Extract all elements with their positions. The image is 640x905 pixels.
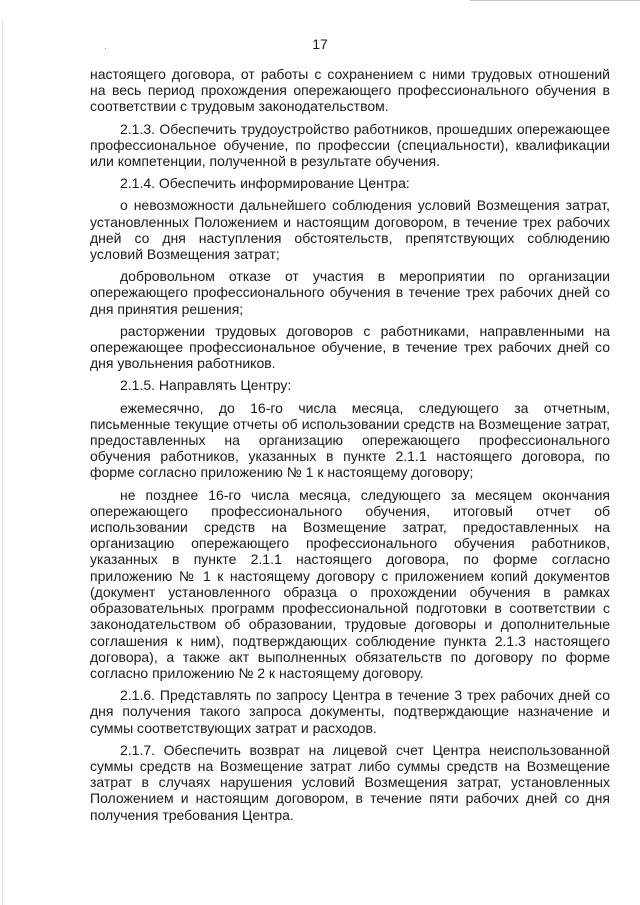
paragraph-2-1-5-item-final: не позднее 16-го числа месяца, следующего за месяцем окончания опережающего профессионального обучения, итоговый отчет об использовании средств на Возмещение затрат, предоставленных на организацию опережающего профессионального обучения работников, указанных в пункте 2.1.1 настоящего договора, по форме согласно приложению № 1 к настоящему договору с приложением копий документов (документ установленного образца о прохождении обучения в рамках образовательных программ профессиональной подготовки в соответствии с законодательством об образовании, трудовые договоры и дополнительные соглашения к ним), подтверждающих соблюдение пункта 2.1.3 настоящего договора), а также акт выполненных обязательств по договору по форме согласно приложению № 2 к настоящему договору. <box>90 486 610 681</box>
paragraph-2-1-5-item-monthly: ежемесячно, до 16-го числа месяца, следующего за отчетным, письменные текущие отчеты об использовании средств на Возмещение затрат, предоставленных на организацию опережающего профессионального обучения работников, указанных в пункте 2.1.1 настоящего договора, по форме согласно приложению № 1 к настоящему договору; <box>90 399 610 481</box>
paragraph-continuation: настоящего договора, от работы с сохранением с ними трудовых отношений на весь период прохождения опережающего профессионального обучения в соответствии с трудовым законодательством. <box>90 66 610 115</box>
paragraph-2-1-3: 2.1.3. Обеспечить трудоустройство работников, прошедших опережающее профессиональное обучение, по профессии (специальности), квалификации или компетенции, полученной в результате обучения. <box>90 120 610 170</box>
document-body <box>90 66 610 829</box>
paragraph-2-1-4-item-impossibility: о невозможности дальнейшего соблюдения условий Возмещения затрат, установленных Положением и настоящим договором, в течение трех рабочих дней со дня наступления обстоятельств, препятствующих соблюдению условий Возмещения затрат; <box>90 197 610 263</box>
paragraph-2-1-4-item-refusal: добровольном отказе от участия в мероприятии по организации опережающего профессионального обучения в течение трех рабочих дней со дня принятия решения; <box>90 268 610 317</box>
paragraph-2-1-7: 2.1.7. Обеспечить возврат на лицевой счет Центра неиспользованной суммы средств на Возмещение затрат либо суммы средств на Возмещение затрат в случаях нарушения условий Возмещения затрат, установленных Положением и настоящим договором, в течение пяти рабочих дней со дня получения требования Центра. <box>90 741 610 823</box>
scan-speck: · <box>104 44 107 53</box>
paragraph-2-1-5: 2.1.5. Направлять Центру: <box>120 377 292 394</box>
paragraph-2-1-4: 2.1.4. Обеспечить информирование Центра: <box>120 175 410 192</box>
scan-edge-top <box>470 0 640 1</box>
paragraph-2-1-6: 2.1.6. Представлять по запросу Центра в течение 3 трех рабочих дней со дня получения такого запроса документы, подтверждающие назначение и суммы соответствующих затрат и расходов. <box>90 687 610 736</box>
scan-edge-left <box>2 20 3 905</box>
page-number: 17 <box>312 36 328 52</box>
paragraph-2-1-4-item-termination: расторжении трудовых договоров с работниками, направленными на опережающее профессиональное обучение, в течение трех рабочих дней со дня увольнения работников. <box>90 322 610 372</box>
